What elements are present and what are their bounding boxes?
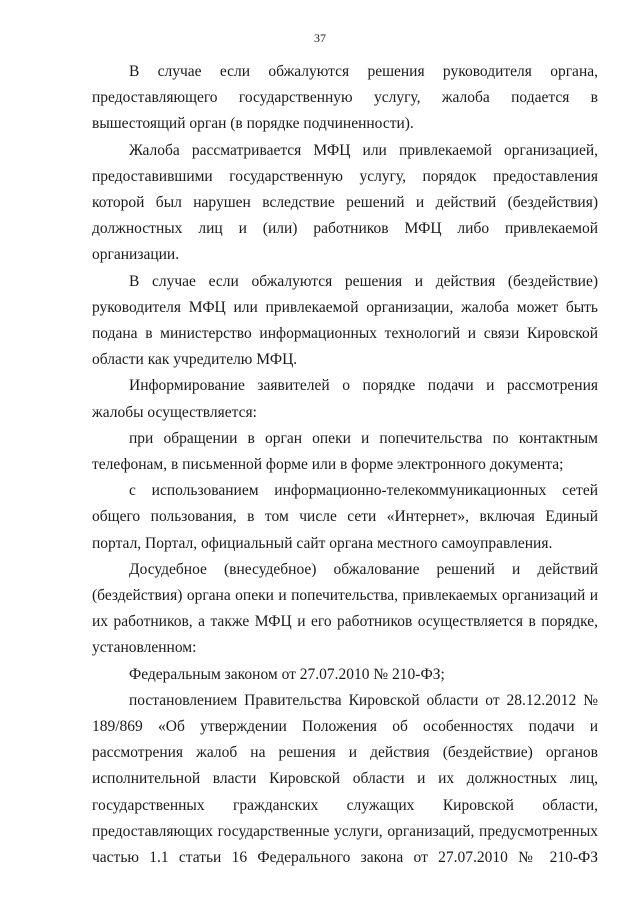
paragraph-informing-applicants: Информирование заявителей о порядке подачи и рассмотрения жалобы осуществляется: xyxy=(92,377,598,421)
paragraph-appeal-higher-body: В случае если обжалуются решения руководителя органа, предоставляющего государственную услугу, жалоба подается в вышестоящий орган (в порядке подчиненности). xyxy=(92,63,598,133)
page-number: 37 xyxy=(314,31,326,45)
paragraph-government-resolution: постановлением Правительства Кировской области от 28.12.2012 № 189/869 «Об утверждении Положения об особенностях подачи и рассмотрения жалоб на решения и действия (бездействие) органов исполнительной власти Кировской области и их должностных лиц, государственных гражданских служащих Кировской области, предоставляющих государственные услуги, организаций, предусмотренных частью 1.1 статьи 16 Федерального закона от 27.07.2010 № 210-ФЗ xyxy=(92,691,598,867)
paragraph-pretrial-appeal: Досудебное (внесудебное) обжалование решений и действий (бездействия) органа опеки и попечительства, привлекаемых организаций и их работников, а также МФЦ и его работников осуществляется в порядке, установленном: xyxy=(92,560,598,657)
paragraph-by-internet: с использованием информационно-телекоммуникационных сетей общего пользования, в том числе сети «Интернет», включая Единый портал, Портал, официальный сайт органа местного самоуправления. xyxy=(92,482,598,552)
paragraph-appeal-mfc-head: В случае если обжалуются решения и действия (бездействие) руководителя МФЦ или привлекаемой организации, жалоба может быть подана в министерство информационных технологий и связи Кировской области как учредителю МФЦ. xyxy=(92,272,598,369)
document-body xyxy=(92,59,598,871)
paragraph-complaint-review: Жалоба рассматривается МФЦ или привлекаемой организацией, предоставившими государственную услугу, порядок предоставления которой был нарушен вследствие решений и действий (бездействия) должностных лиц и (или) работников МФЦ либо привлекаемой организации. xyxy=(92,141,598,264)
paragraph-by-phone-or-document: при обращении в орган опеки и попечительства по контактным телефонам, в письменной форме или в форме электронного документа; xyxy=(92,429,598,474)
paragraph-federal-law: Федеральным законом от 27.07.2010 № 210-ФЗ; xyxy=(129,665,445,683)
